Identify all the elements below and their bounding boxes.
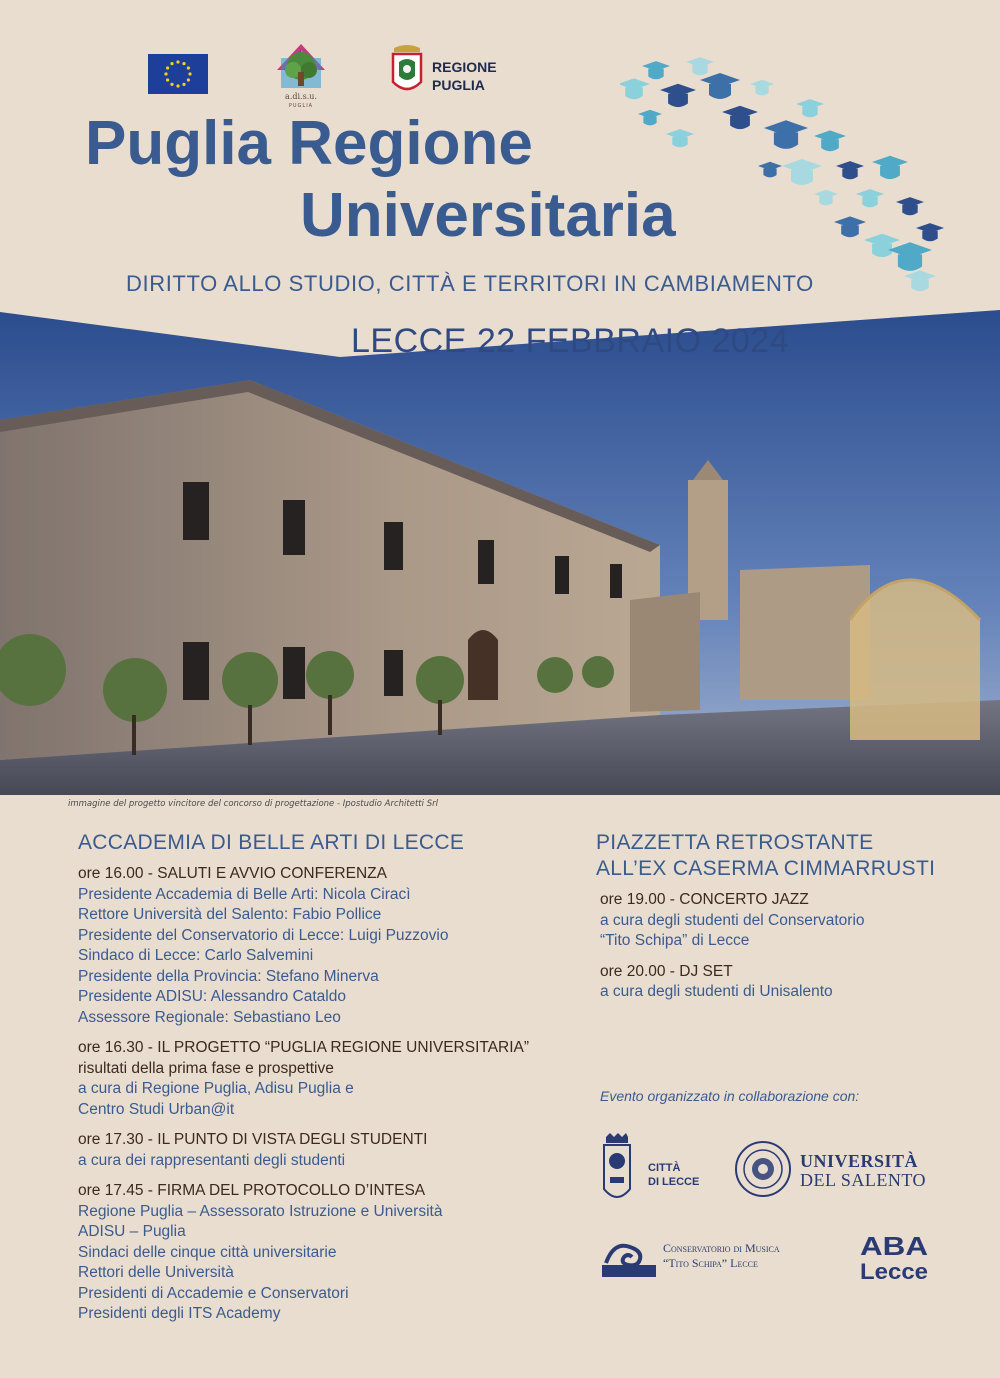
universita-del-salento-label xyxy=(800,1152,926,1190)
aba-logo-line2: Lecce xyxy=(860,1259,928,1281)
conservatorio-line2: “Tito Schipa” Lecce xyxy=(663,1256,758,1270)
speaker-line: Centro Studi Urban@it xyxy=(78,1100,235,1118)
regione-puglia-line1: REGIONE xyxy=(432,59,497,75)
right-venue-title-line1: PIAZZETTA RETROSTANTE xyxy=(596,831,874,854)
universita-del-salento-seal xyxy=(734,1140,792,1198)
right-venue-title xyxy=(596,830,986,882)
speaker-line: Rettore Università del Salento: Fabio Pollice xyxy=(78,906,382,923)
speaker-line: ADISU – Puglia xyxy=(78,1223,186,1240)
slot-heading: ore 19.00 - CONCERTO JAZZ xyxy=(600,891,809,908)
subtitle: DIRITTO ALLO STUDIO, CITTÀ E TERRITORI IN CAMBIAMENTO xyxy=(126,271,814,296)
speaker-line: “Tito Schipa” di Lecce xyxy=(600,932,750,949)
citta-di-lecce-crest xyxy=(600,1133,634,1207)
slot-1600 xyxy=(78,864,598,1028)
slot-heading: ore 20.00 - DJ SET xyxy=(600,962,733,980)
conservatorio-label xyxy=(663,1241,780,1271)
speaker-line: Presidente Accademia di Belle Arti: Nicola Ciracì xyxy=(78,885,411,903)
universita-del-salento-line2: DEL SALENTO xyxy=(800,1170,926,1190)
event-date: LECCE 22 FEBBRAIO 2024 xyxy=(351,322,790,360)
speaker-line: Presidente del Conservatorio di Lecce: Luigi Puzzovio xyxy=(78,926,449,944)
speaker-line: a cura dei rappresentanti degli studenti xyxy=(78,1151,346,1169)
regione-puglia-line2: PUGLIA xyxy=(432,77,485,93)
speaker-line: Presidente ADISU: Alessandro Cataldo xyxy=(78,988,346,1005)
title-line2: Universitaria xyxy=(300,181,676,250)
aba-lecce-logo xyxy=(860,1233,928,1281)
speaker-line: Presidenti di Accademie e Conservatori xyxy=(78,1284,349,1302)
speaker-line: Regione Puglia – Assessorato Istruzione e Università xyxy=(78,1202,443,1220)
slot-1745 xyxy=(78,1181,598,1325)
citta-di-lecce-line2: DI LECCE xyxy=(648,1176,700,1188)
left-venue-program xyxy=(78,830,598,1335)
universita-del-salento-line1: UNIVERSITÀ xyxy=(800,1151,919,1171)
citta-di-lecce-line1: CITTÀ xyxy=(648,1162,681,1174)
speaker-line: Presidente della Provincia: Stefano Minerva xyxy=(78,967,379,985)
speaker-line: a cura degli studenti del Conservatorio xyxy=(600,911,865,929)
slot-1900 xyxy=(600,890,986,952)
slot-description: risultati della prima fase e prospettive xyxy=(78,1059,334,1077)
speaker-line: Rettori delle Università xyxy=(78,1264,234,1281)
slot-heading: ore 16.00 - SALUTI E AVVIO CONFERENZA xyxy=(78,865,387,882)
left-venue-title: ACCADEMIA DI BELLE ARTI DI LECCE xyxy=(78,831,465,854)
right-venue-program xyxy=(596,830,986,1013)
slot-1730 xyxy=(78,1130,598,1171)
slot-1630 xyxy=(78,1038,598,1120)
speaker-line: a cura di Regione Puglia, Adisu Puglia e xyxy=(78,1080,354,1097)
slot-heading: ore 17.45 - FIRMA DEL PROTOCOLLO D’INTESA xyxy=(78,1182,426,1199)
organizers-label: Evento organizzato in collaborazione con: xyxy=(600,1088,860,1104)
slot-heading: ore 16.30 - IL PROGETTO “PUGLIA REGIONE UNIVERSITARIA” xyxy=(78,1039,530,1056)
aba-logo-line1: ABA xyxy=(860,1233,928,1261)
photo-caption: immagine del progetto vincitore del concorso di progettazione - Ipostudio Architetti Srl xyxy=(68,799,438,809)
conservatorio-logo xyxy=(600,1237,658,1279)
conservatorio-line1: Conservatorio di Musica xyxy=(663,1241,780,1255)
adisu-label: a.di.s.u. xyxy=(285,92,317,101)
citta-di-lecce-label xyxy=(648,1161,699,1189)
adisu-sublabel: PUGLIA xyxy=(288,103,314,109)
right-venue-title-line2: ALL’EX CASERMA CIMMARRUSTI xyxy=(596,857,936,880)
speaker-line: Presidenti degli ITS Academy xyxy=(78,1305,281,1322)
speaker-line: Sindaci delle cinque città universitarie xyxy=(78,1243,337,1261)
speaker-line: Sindaco di Lecce: Carlo Salvemini xyxy=(78,947,314,964)
slot-2000 xyxy=(600,962,986,1003)
slot-heading: ore 17.30 - IL PUNTO DI VISTA DEGLI STUDENTI xyxy=(78,1131,428,1148)
title-line1: Puglia Regione xyxy=(85,109,533,178)
speaker-line: a cura degli studenti di Unisalento xyxy=(600,983,833,1000)
speaker-line: Assessore Regionale: Sebastiano Leo xyxy=(78,1008,341,1026)
